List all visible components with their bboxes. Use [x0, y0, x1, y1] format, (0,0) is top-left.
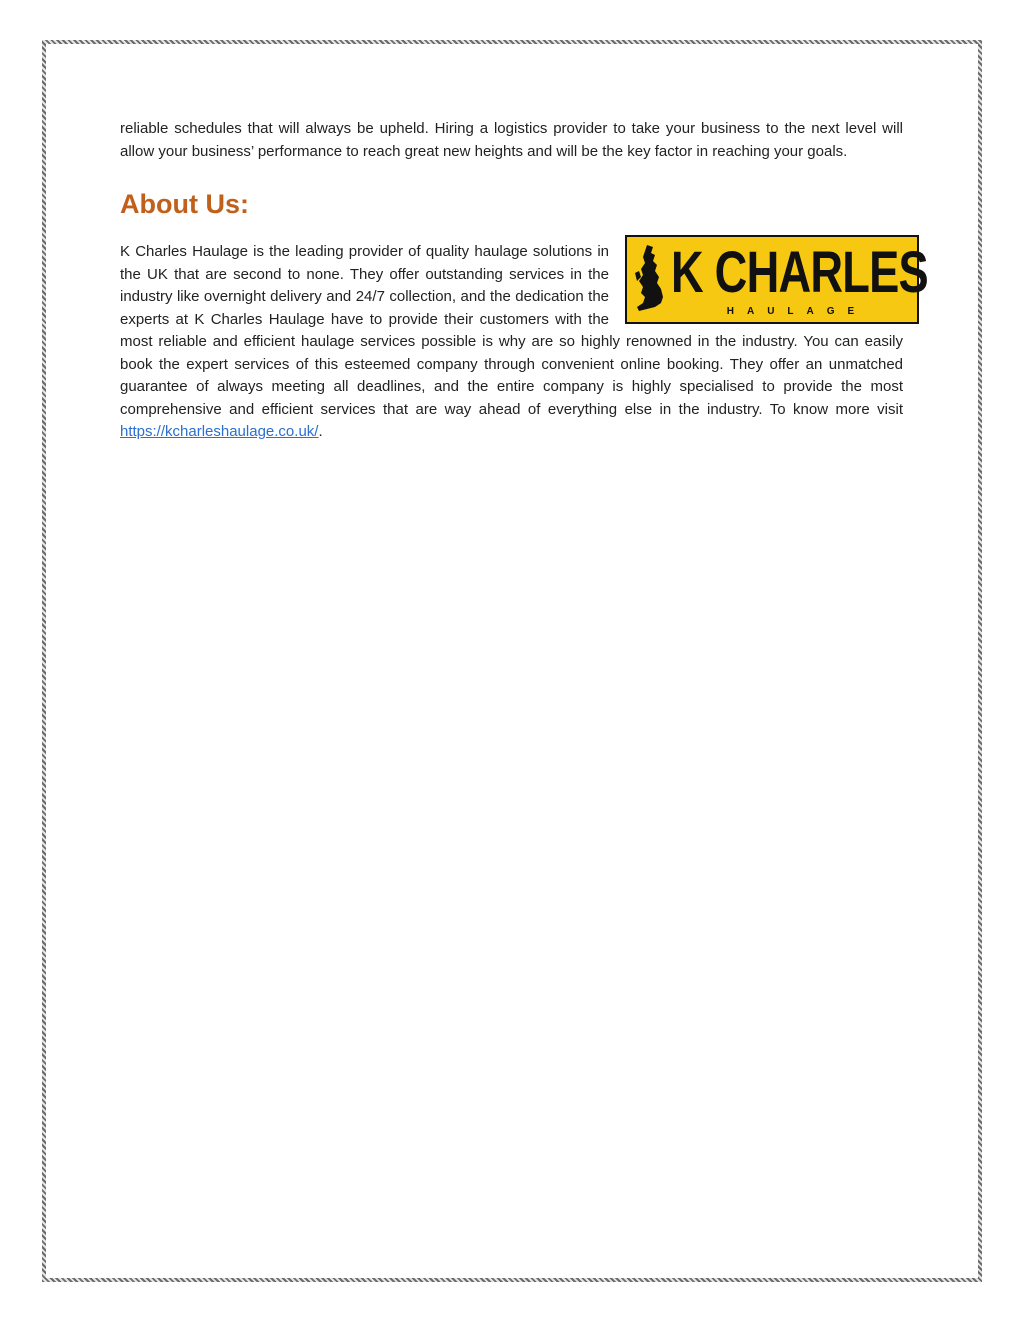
about-period: . [318, 423, 323, 440]
uk-map-icon [633, 243, 667, 317]
about-heading: About Us: [120, 189, 249, 219]
about-paragraph [120, 240, 928, 444]
website-link[interactable]: https://kcharleshaulage.co.uk/ [120, 423, 319, 440]
k-charles-logo [625, 235, 928, 324]
intro-paragraph: reliable schedules that will always be upheld. Hiring a logistics provider to take your business to the next level will allow your business’ performance to reach great new heights and will be the key factor in reaching your goals. [120, 120, 903, 160]
about-body-text: K Charles Haulage is the leading provider of quality haulage solutions in the UK that are second to none. They offer outstanding services in the industry like overnight delivery and 24/7 collection, and the dedication the experts at K Charles Haulage have to provide their customers with the most reliable and efficient haulage services possible is why are so highly renowned in the industry. You can easily book the expert services of this esteemed company through convenient online booking. They offer an unmatched guarantee of always meeting all deadlines, and the entire company is highly specialised to provide the most comprehensive and efficient services that are way ahead of everything else in the industry. To know more visit [120, 243, 903, 418]
document-content [120, 118, 928, 444]
logo-wordmark: K CHARLES [671, 240, 928, 305]
logo-subtitle: HAULAGE [726, 306, 868, 317]
